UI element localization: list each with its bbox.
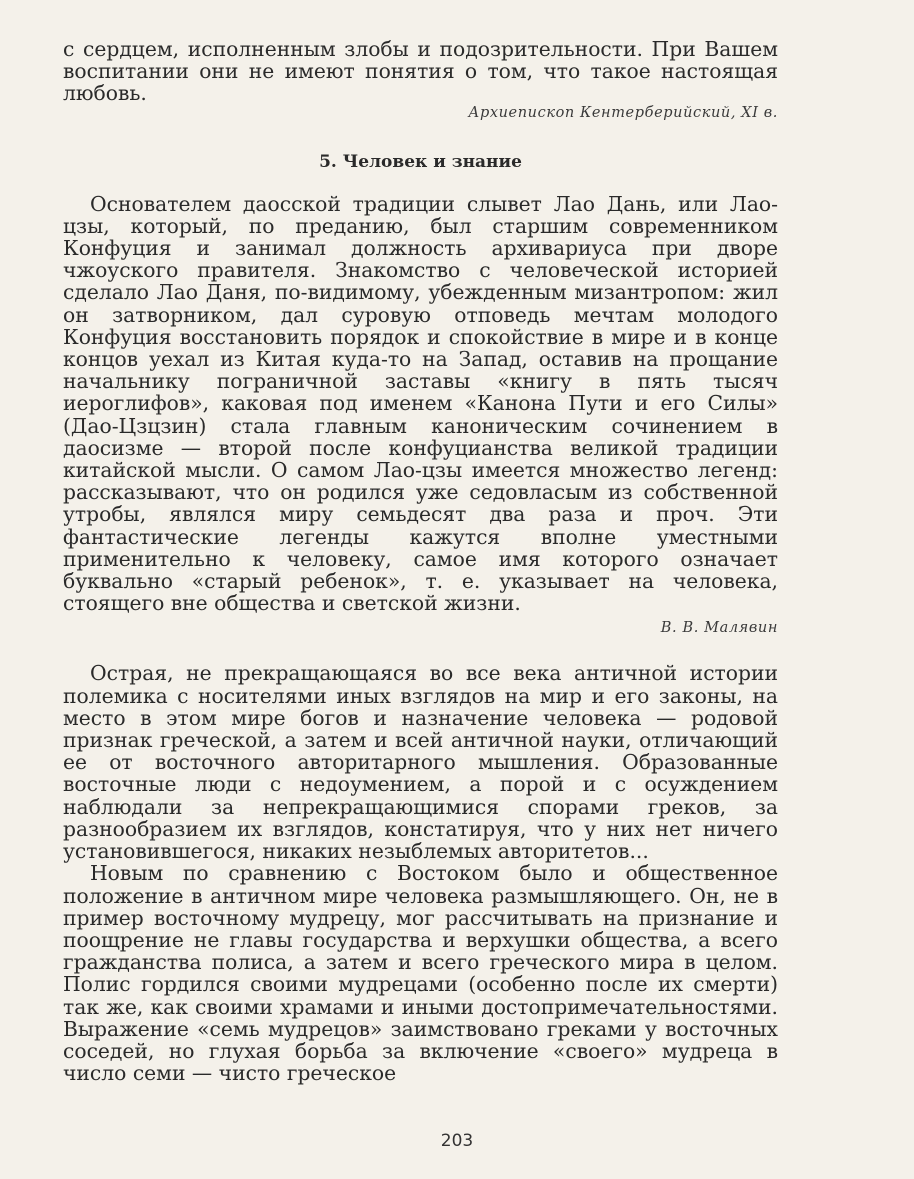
quote-paragraph-2: Новым по сравнению с Востоком было и общественное положение в античном мире человека размышляющего. Он, не в пример восточному мудрецу, мог рассчитывать на признание и поощрение не главы государства и верхушки общества, а всего гражданства полиса, а затем и всего греческого мира в целом. Полис гордился своими мудрецами (особенно после их смерти) так же, как своими храмами и иными достопримечательностями. Выражение «семь мудрецов» заимствовано греками у восточных соседей, но глухая борьба за включение «своего» мудреца в число семи — чисто греческое (63, 861, 778, 1086)
quote-attribution-archbishop: Архиепископ Кентерберийский, XI в. (468, 104, 778, 121)
section-heading: 5. Человек и знание (319, 151, 522, 172)
page-number: 203 (440, 1131, 474, 1151)
quote-paragraph-1: Острая, не прекращающаяся во все века античной истории полемика с носителями иных взглядов на мир и его законы, на место в этом мире богов и назначение человека — родовой признак греческой, а затем и всей античной науки, отличающий ее от восточного авторитарного мышления. Образованные восточные люди с недоумением, а порой и с осуждением наблюдали за непрекращающимися спорами греков, за разнообразием их взглядов, констатируя, что у них нет ничего установившегося, никаких незыблемых авторитетов... (63, 661, 778, 864)
quote-attribution-malyavin: В. В. Малявин (660, 620, 778, 637)
continued-quote-text: с сердцем, исполненным злобы и подозрительности. При Вашем воспитании они не имеют понятия о том, что такое настоящая любовь. (63, 37, 778, 106)
book-page (63, 38, 778, 1084)
quote-malyavin-text: Основателем даосской традиции слывет Лао Дань, или Лао-цзы, который, по преданию, был старшим современником Конфуция и занимал должность архивариуса при дворе чжоуского правителя. Знакомство с человеческой историей сделало Лао Даня, по-видимому, убежденным мизантропом: жил он затворником, дал суровую отповедь мечтам молодого Конфуция восстановить порядок и спокойствие в мире и в конце концов уехал из Китая куда-то на Запад, оставив на прощание начальнику пограничной заставы «книгу в пять тысяч иероглифов», каковая под именем «Канона Пути и его Силы» (Дао-Цзцзин) стала главным каноническим сочинением в даосизме — второй после конфуцианства великой традиции китайской мысли. О самом Лао-цзы имеется множество легенд: рассказывают, что он родился уже седовласым из собственной утробы, являлся миру семьдесят два раза и проч. Эти фантастические легенды кажутся вполне уместными применительно к человеку, самое имя которого означает буквально «старый ребенок», т. е. указывает на человека, стоящего вне общества и светской жизни. (63, 191, 778, 616)
